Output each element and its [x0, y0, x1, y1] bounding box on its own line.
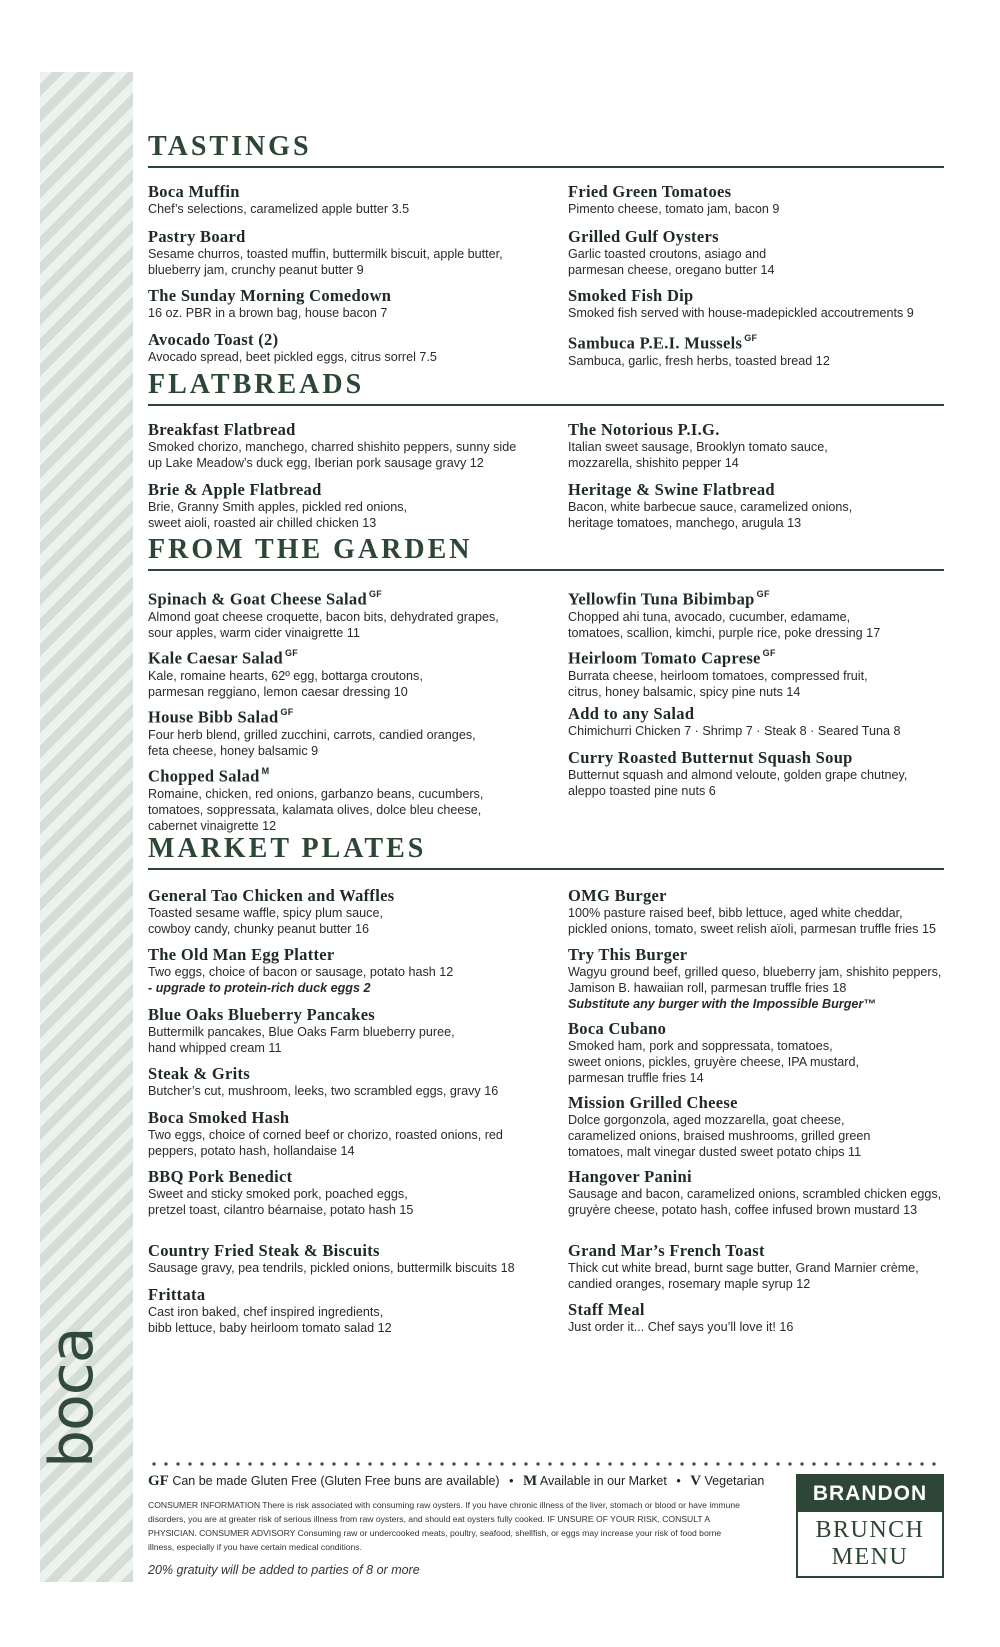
item-description: Smoked ham, pork and soppressata, tomatoes, sweet onions, pickles, gruyère cheese, IPA mustard, parmesan truffle fries 14 — [568, 1039, 859, 1085]
item-name — [568, 480, 968, 499]
item-name — [568, 586, 968, 609]
item-name — [148, 1064, 548, 1083]
item-description: Sambuca, garlic, fresh herbs, toasted bread 12 — [568, 353, 830, 368]
item-name-text: Boca Muffin — [148, 182, 240, 201]
item-name — [568, 330, 968, 353]
item-description: 100% pasture raised beef, bibb lettuce, aged white cheddar, pickled onions, tomato, sweet relish aïoli, parmesan truffle fries 15 — [568, 906, 936, 936]
section-title: FROM THE GARDEN — [148, 534, 473, 565]
legend-gf-code: GF — [148, 1473, 169, 1489]
section-divider — [148, 868, 944, 870]
item-note: Substitute any burger with the Impossible Burger™ — [568, 997, 876, 1011]
item-name — [568, 286, 968, 305]
item-name-text: Fried Green Tomatoes — [568, 182, 732, 201]
item-name-text: Chopped Salad — [148, 766, 260, 786]
item-name-text: Add to any Salad — [568, 704, 695, 723]
menu-item-try-this-burger — [568, 945, 968, 1012]
item-description: Two eggs, choice of corned beef or chorizo, roasted onions, red peppers, potato hash, hollandaise 14 — [148, 1128, 503, 1158]
item-name — [148, 886, 548, 905]
item-description: Bacon, white barbecue sauce, caramelized onions, heritage tomatoes, manchego, arugula 13 — [568, 500, 853, 530]
item-name — [568, 645, 968, 668]
dietary-tag: M — [261, 766, 270, 776]
item-description: Chopped ahi tuna, avocado, cucumber, edamame, tomatoes, scallion, kimchi, purple rice, poke dressing 17 — [568, 609, 881, 640]
item-description: Garlic toasted croutons, asiago and parmesan cheese, oregano butter 14 — [568, 247, 775, 277]
item-description: Sausage gravy, pea tendrils, pickled onions, buttermilk biscuits 18 — [148, 1261, 515, 1275]
menu-item-the-sunday-morning-comedown — [148, 286, 548, 321]
menu-item-frittata — [148, 1285, 548, 1336]
item-description: Kale, romaine hearts, 62º egg, bottarga croutons, parmesan reggiano, lemon caesar dressing 10 — [148, 668, 423, 699]
section-title: FLATBREADS — [148, 369, 365, 400]
dietary-tag: GF — [368, 589, 383, 599]
legend-v-code: V — [690, 1473, 702, 1489]
menu-item-sambuca-p-e-i-mussels — [568, 330, 968, 369]
menu-item-kale-caesar-salad — [148, 645, 548, 700]
section-market-plates — [148, 832, 944, 870]
menu-item-steak-grits — [148, 1064, 548, 1099]
item-description: Wagyu ground beef, grilled queso, blueberry jam, shishito peppers, Jamison B. hawaiian roll, parmesan truffle fries 18 — [568, 965, 942, 995]
item-description: Two eggs, choice of bacon or sausage, potato hash 12 — [148, 965, 454, 979]
item-description: Burrata cheese, heirloom tomatoes, compressed fruit, citrus, honey balsamic, spicy pine nuts 14 — [568, 668, 868, 699]
legend-m-code: M — [522, 1473, 538, 1489]
dietary-tag: GF — [762, 648, 776, 658]
menu-item-chopped-salad — [148, 763, 548, 834]
menu-item-general-tao-chicken-and-waffles — [148, 886, 548, 937]
item-description: Sausage and bacon, caramelized onions, scrambled chicken eggs, gruyère cheese, potato hash, coffee infused brown mustard 13 — [568, 1187, 942, 1217]
item-name-text: Blue Oaks Blueberry Pancakes — [148, 1005, 376, 1024]
item-name — [148, 586, 548, 609]
legend-v-text: Vegetarian — [704, 1474, 765, 1488]
menu-item-country-fried-steak-biscuits — [148, 1241, 548, 1276]
item-name-text: Staff Meal — [568, 1300, 645, 1319]
boca-logo: boca — [37, 1327, 107, 1468]
item-name-text: Frittata — [148, 1285, 206, 1304]
menu-item-avocado-toast-2 — [148, 330, 548, 365]
menu-item-brie-apple-flatbread — [148, 480, 548, 531]
section-divider — [148, 404, 944, 406]
item-name-text: Smoked Fish Dip — [568, 286, 694, 305]
item-name-text: Breakfast Flatbread — [148, 420, 296, 439]
item-name — [148, 1108, 548, 1127]
menu-item-grand-mar-s-french-toast — [568, 1241, 968, 1292]
menu-item-fried-green-tomatoes — [568, 182, 968, 217]
item-name-text: Sambuca P.E.I. Mussels — [568, 333, 743, 353]
item-name — [148, 704, 548, 727]
item-name-text: Grand Mar’s French Toast — [568, 1241, 765, 1260]
menu-item-pastry-board — [148, 227, 548, 278]
item-note: - upgrade to protein-rich duck eggs 2 — [148, 981, 371, 995]
item-name-text: Pastry Board — [148, 227, 246, 246]
item-name-text: General Tao Chicken and Waffles — [148, 886, 395, 905]
section-flatbreads — [148, 368, 944, 406]
item-description: Just order it... Chef says you’ll love it! 16 — [568, 1320, 794, 1334]
item-name-text: Mission Grilled Cheese — [568, 1093, 738, 1112]
menu-item-yellowfin-tuna-bibimbap — [568, 586, 968, 641]
menu-item-breakfast-flatbread — [148, 420, 548, 471]
gratuity-note: 20% gratuity will be added to parties of 8 or more — [148, 1563, 420, 1577]
item-name-text: Yellowfin Tuna Bibimbap — [568, 589, 755, 609]
item-name — [568, 1300, 968, 1319]
menu-item-heritage-swine-flatbread — [568, 480, 968, 531]
item-description: Chef’s selections, caramelized apple butter 3.5 — [148, 202, 410, 216]
item-name-text: House Bibb Salad — [148, 707, 279, 727]
item-description: Toasted sesame waffle, spicy plum sauce, cowboy candy, chunky peanut butter 16 — [148, 906, 383, 936]
menu-item-bbq-pork-benedict — [148, 1167, 548, 1218]
item-name — [568, 704, 968, 723]
item-name-text: The Notorious P.I.G. — [568, 420, 720, 439]
menu-item-spinach-goat-cheese-salad — [148, 586, 548, 641]
menu-type-line2: MENU — [831, 1544, 909, 1570]
item-description: Brie, Granny Smith apples, pickled red onions, sweet aioli, roasted air chilled chicken 13 — [148, 500, 408, 530]
item-name — [148, 1285, 548, 1304]
item-description: Cast iron baked, chef inspired ingredients, bibb lettuce, baby heirloom tomato salad 12 — [148, 1305, 392, 1335]
item-name — [148, 480, 548, 499]
item-name-text: Heirloom Tomato Caprese — [568, 648, 761, 668]
dietary-tag: GF — [756, 589, 770, 599]
item-name — [148, 1167, 548, 1186]
consumer-advisory: CONSUMER INFORMATION There is risk associated with consuming raw oysters. If you have chronic illness of the liver, stomach or blood or have immune disorders, you are at greater risk of serious illness from raw oysters, and should eat oysters fully cooked. IF UNSURE OF YOUR RISK, CONSULT A PHYSICIAN. CONSUMER ADVISORY Consuming raw or undercooked meats, poultry, seafood, shellfish, or eggs may increase your risk of food borne illness, especially if you have certain medical conditions. — [148, 1500, 740, 1552]
item-name — [568, 1093, 968, 1112]
item-name — [148, 286, 548, 305]
section-title: MARKET PLATES — [148, 833, 427, 864]
menu-item-mission-grilled-cheese — [568, 1093, 968, 1160]
item-description: Avocado spread, beet pickled eggs, citrus sorrel 7.5 — [148, 350, 437, 364]
item-name — [148, 645, 548, 668]
legend-m-text: Available in our Market — [539, 1474, 667, 1488]
item-name — [148, 1005, 548, 1024]
dietary-tag: GF — [284, 648, 299, 658]
item-description: Sweet and sticky smoked pork, poached eggs, pretzel toast, cilantro béarnaise, potato hash 15 — [148, 1187, 414, 1217]
item-description: Italian sweet sausage, Brooklyn tomato sauce, mozzarella, shishito pepper 14 — [568, 440, 828, 470]
item-name — [568, 1241, 968, 1260]
section-divider — [148, 166, 944, 168]
item-description: Sesame churros, toasted muffin, buttermilk biscuit, apple butter, blueberry jam, crunchy peanut butter 9 — [148, 247, 503, 277]
item-name — [148, 227, 548, 246]
item-description: Pimento cheese, tomato jam, bacon 9 — [568, 202, 780, 216]
item-description: 16 oz. PBR in a brown bag, house bacon 7 — [148, 306, 388, 320]
item-name — [568, 1019, 968, 1038]
menu-item-smoked-fish-dip — [568, 286, 968, 321]
legend-separator: • — [676, 1474, 681, 1488]
item-description: Smoked chorizo, manchego, charred shishito peppers, sunny side up Lake Meadow’s duck egg, Iberian pork sausage gravy 12 — [148, 440, 517, 470]
dietary-tag: GF — [744, 333, 758, 343]
menu-item-hangover-panini — [568, 1167, 968, 1218]
item-name — [148, 182, 548, 201]
item-name — [568, 945, 968, 964]
item-name-text: Heritage & Swine Flatbread — [568, 480, 775, 499]
item-name — [568, 1167, 968, 1186]
item-name-text: The Sunday Morning Comedown — [148, 286, 392, 305]
legend-separator: • — [509, 1474, 514, 1488]
item-name-text: OMG Burger — [568, 886, 667, 905]
menu-item-grilled-gulf-oysters — [568, 227, 968, 278]
item-name-text: The Old Man Egg Platter — [148, 945, 335, 964]
item-name-text: Boca Cubano — [568, 1019, 667, 1038]
menu-item-omg-burger — [568, 886, 968, 937]
menu-item-staff-meal — [568, 1300, 968, 1335]
item-description: Dolce gorgonzola, aged mozzarella, goat cheese, caramelized onions, braised mushrooms, grilled green tomatoes, malt vinegar dusted sweet potato chips 11 — [568, 1113, 871, 1159]
section-title: TASTINGS — [148, 131, 312, 162]
item-name — [148, 420, 548, 439]
item-name-text: Grilled Gulf Oysters — [568, 227, 719, 246]
menu-item-boca-smoked-hash — [148, 1108, 548, 1159]
menu-type-line1: BRUNCH — [815, 1517, 925, 1543]
item-name-text: Country Fried Steak & Biscuits — [148, 1241, 380, 1260]
item-name-text: Steak & Grits — [148, 1064, 250, 1083]
dietary-legend — [148, 1473, 764, 1490]
item-description: Thick cut white bread, burnt sage butter, Grand Marnier crème, candied oranges, rosemary maple syrup 12 — [568, 1261, 919, 1291]
section-from-the-garden — [148, 533, 944, 571]
item-name — [568, 182, 968, 201]
menu-item-heirloom-tomato-caprese — [568, 645, 968, 700]
item-name-text: BBQ Pork Benedict — [148, 1167, 293, 1186]
item-description: Four herb blend, grilled zucchini, carrots, candied oranges, feta cheese, honey balsamic 9 — [148, 727, 476, 758]
item-name-text: Brie & Apple Flatbread — [148, 480, 322, 499]
dietary-tag: GF — [280, 707, 294, 717]
item-name — [148, 763, 548, 786]
item-name — [148, 330, 548, 349]
legend-gf-text: Can be made Gluten Free (Gluten Free buns are available) — [172, 1474, 500, 1488]
menu-item-the-old-man-egg-platter — [148, 945, 548, 996]
item-name — [568, 227, 968, 246]
menu-item-blue-oaks-blueberry-pancakes — [148, 1005, 548, 1056]
item-name-text: Spinach & Goat Cheese Salad — [148, 589, 367, 609]
item-name — [148, 1241, 548, 1260]
menu-item-boca-muffin — [148, 182, 548, 217]
menu-item-house-bibb-salad — [148, 704, 548, 759]
item-name-text: Avocado Toast (2) — [148, 330, 279, 349]
dotted-divider — [148, 1462, 944, 1466]
item-name-text: Boca Smoked Hash — [148, 1108, 290, 1127]
item-name — [568, 886, 968, 905]
item-name — [568, 420, 968, 439]
item-description: Almond goat cheese croquette, bacon bits, dehydrated grapes, sour apples, warm cider vinaigrette 11 — [148, 609, 499, 640]
item-name — [148, 945, 548, 964]
menu-item-boca-cubano — [568, 1019, 968, 1086]
menu-item-add-to-any-salad — [568, 704, 968, 739]
section-tastings — [148, 130, 944, 168]
item-description: Romaine, chicken, red onions, garbanzo beans, cucumbers, tomatoes, soppressata, kalamata olives, dolce bleu cheese, cabernet vinaigrette 12 — [148, 786, 484, 833]
item-name-text: Try This Burger — [568, 945, 688, 964]
menu-item-curry-roasted-butternut-squash-soup — [568, 748, 968, 799]
item-description: Butcher’s cut, mushroom, leeks, two scrambled eggs, gravy 16 — [148, 1084, 499, 1098]
item-name — [568, 748, 968, 767]
item-name-text: Kale Caesar Salad — [148, 648, 283, 668]
location-name: BRANDON — [798, 1476, 942, 1512]
item-name-text: Curry Roasted Butternut Squash Soup — [568, 748, 853, 767]
location-menu-badge — [796, 1474, 944, 1578]
item-description: Butternut squash and almond veloute, golden grape chutney, aleppo toasted pine nuts 6 — [568, 768, 908, 798]
item-name-text: Hangover Panini — [568, 1167, 692, 1186]
item-description: Buttermilk pancakes, Blue Oaks Farm blueberry puree, hand whipped cream 11 — [148, 1025, 455, 1055]
section-divider — [148, 569, 944, 571]
item-description: Smoked fish served with house-madepickled accoutrements 9 — [568, 306, 914, 320]
menu-item-the-notorious-p-i-g — [568, 420, 968, 471]
item-description: Chimichurri Chicken 7 · Shrimp 7 · Steak 8 · Seared Tuna 8 — [568, 724, 901, 738]
